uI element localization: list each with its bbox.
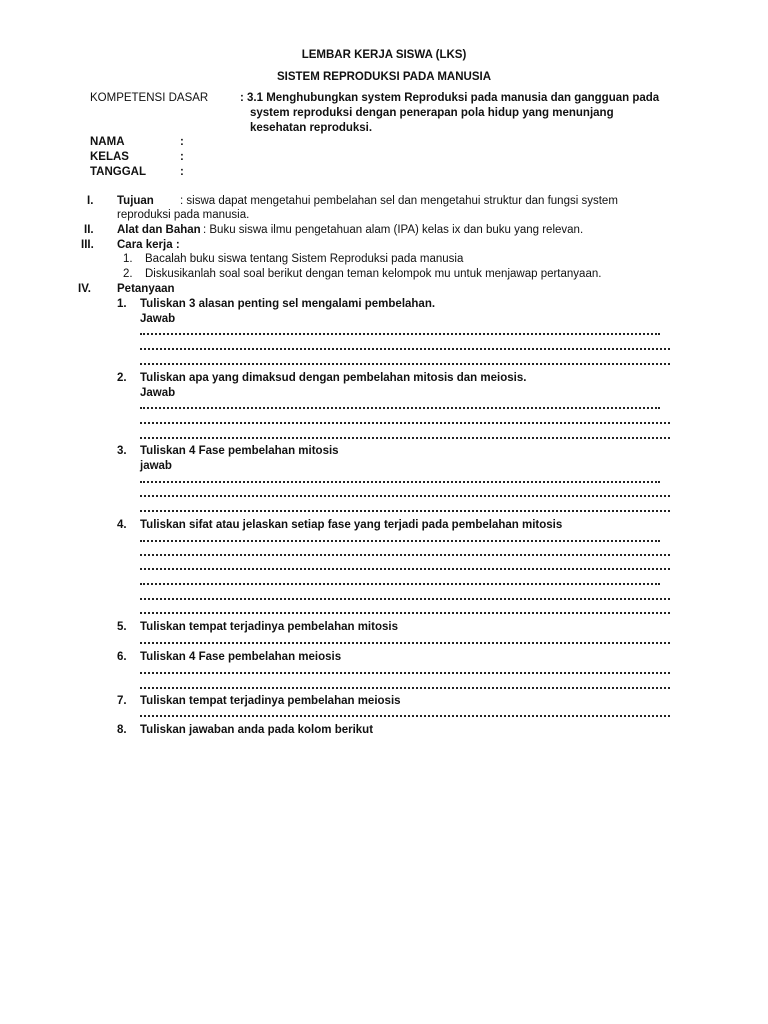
question-text: Tuliskan sifat atau jelaskan setiap fase yang terjadi pada pembelahan mitosis: [140, 519, 563, 531]
question-number: 6.: [117, 651, 127, 663]
kompetensi-label: KOMPETENSI DASAR: [90, 92, 209, 104]
tujuan-text: : siswa dapat mengetahui pembelahan sel dan mengetahui struktur dan fungsi system: [180, 195, 618, 207]
answer-line[interactable]: [140, 348, 670, 350]
worksheet-subtitle: SISTEM REPRODUKSI PADA MANUSIA: [276, 71, 492, 83]
question-text: Tuliskan tempat terjadinya pembelahan mitosis: [140, 621, 398, 633]
question-number: 7.: [117, 695, 127, 707]
tanggal-field[interactable]: :: [180, 166, 184, 178]
answer-line[interactable]: [140, 715, 670, 717]
answer-line[interactable]: [140, 568, 670, 570]
answer-line[interactable]: [140, 481, 660, 483]
question-number: 8.: [117, 724, 127, 736]
answer-line[interactable]: [140, 598, 670, 600]
section-number: III.: [81, 239, 94, 251]
tujuan-label: Tujuan: [117, 195, 154, 207]
answer-line[interactable]: [140, 437, 670, 439]
step-number: 2.: [123, 268, 133, 280]
question-text: Tuliskan 4 Fase pembelahan meiosis: [140, 651, 342, 663]
section-number: IV.: [78, 283, 92, 295]
answer-line[interactable]: [140, 612, 670, 614]
tanggal-label: TANGGAL: [90, 166, 147, 178]
worksheet-title: LEMBAR KERJA SISWA (LKS): [301, 49, 467, 61]
alat-bahan-label: Alat dan Bahan: [117, 224, 201, 236]
answer-line[interactable]: [140, 407, 660, 409]
kompetensi-text: system reproduksi dengan penerapan pola hidup yang menunjang: [250, 107, 614, 119]
answer-label: Jawab: [140, 387, 176, 399]
cara-kerja-label: Cara kerja :: [117, 239, 180, 251]
nama-field[interactable]: :: [180, 136, 184, 148]
kelas-label: KELAS: [90, 151, 129, 163]
question-number: 2.: [117, 372, 127, 384]
answer-line[interactable]: [140, 495, 670, 497]
question-text: Tuliskan tempat terjadinya pembelahan meiosis: [140, 695, 401, 707]
section-number: II.: [84, 224, 94, 236]
step-text: Diskusikanlah soal soal berikut dengan teman kelompok mu untuk menjawap pertanyaan.: [145, 268, 602, 280]
question-number: 3.: [117, 445, 127, 457]
answer-line[interactable]: [140, 642, 670, 644]
tujuan-text: reproduksi pada manusia.: [117, 209, 250, 221]
answer-line[interactable]: [140, 363, 670, 365]
kelas-field[interactable]: :: [180, 151, 184, 163]
question-number: 4.: [117, 519, 127, 531]
answer-line[interactable]: [140, 554, 670, 556]
answer-line[interactable]: [140, 672, 670, 674]
kompetensi-text: : 3.1 Menghubungkan system Reproduksi pada manusia dan gangguan pada: [240, 92, 660, 104]
question-text: Tuliskan jawaban anda pada kolom berikut: [140, 724, 374, 736]
question-text: Tuliskan apa yang dimaksud dengan pembelahan mitosis dan meiosis.: [140, 372, 527, 384]
nama-label: NAMA: [90, 136, 125, 148]
alat-bahan-text: : Buku siswa ilmu pengetahuan alam (IPA) kelas ix dan buku yang relevan.: [203, 224, 584, 236]
answer-line[interactable]: [140, 540, 660, 542]
kompetensi-text: kesehatan reproduksi.: [250, 122, 373, 134]
question-text: Tuliskan 3 alasan penting sel mengalami pembelahan.: [140, 298, 436, 310]
answer-line[interactable]: [140, 583, 660, 585]
question-number: 5.: [117, 621, 127, 633]
answer-line[interactable]: [140, 422, 670, 424]
answer-label: jawab: [140, 460, 172, 472]
question-text: Tuliskan 4 Fase pembelahan mitosis: [140, 445, 339, 457]
answer-label: Jawab: [140, 313, 176, 325]
answer-line[interactable]: [140, 687, 670, 689]
section-number: I.: [87, 195, 94, 207]
step-text: Bacalah buku siswa tentang Sistem Reproduksi pada manusia: [145, 253, 464, 265]
question-number: 1.: [117, 298, 127, 310]
pertanyaan-label: Petanyaan: [117, 283, 175, 295]
answer-line[interactable]: [140, 510, 670, 512]
answer-line[interactable]: [140, 333, 660, 335]
step-number: 1.: [123, 253, 133, 265]
